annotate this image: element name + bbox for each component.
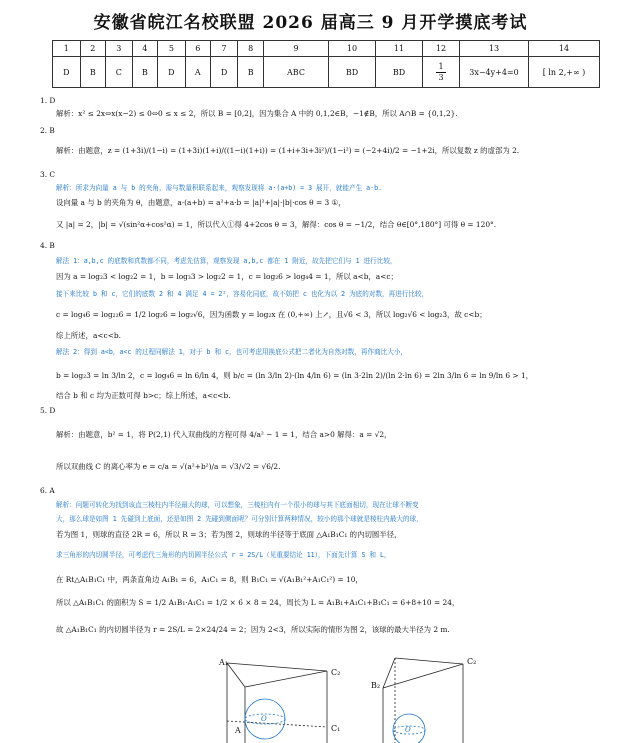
fraction-denominator: 3 [438,72,444,82]
q6-line-2: 在 Rt△A₁B₁C₁ 中，两条直角边 A₁B₁ = 6，A₁C₁ = 8，则 B₁C₁ = √(A₁B₁²+A₁C₁²) = 10， [56,575,363,584]
q6-hint-2: 大，那么球是如图 1 先碰到上底面，还是如图 2 先碰到侧面呢？可分别计算两种情况，较小的那个球就是棱柱内最大的球， [56,515,423,523]
answer-cell: ABC [264,57,329,88]
label-o: O [261,715,267,723]
prism-edge [227,663,327,671]
answer-table-answer-row [53,57,600,88]
q6-line-4: 故 △A₁B₁C₁ 的内切圆半径为 r = 2S/L = 2×24/24 = 2；因为 2<3，所以实际的情形为图 2，该球的最大半径为 2 m. [56,625,450,634]
q4-method-1: 解法 1：a,b,c 的底数和真数都不同，考虑先估算，观察发现 a,b,c 都在 1 附近，故先把它们与 1 进行比较， [56,257,397,265]
q4-line-2: c = log₄6 = log₂₂6 = 1/2 log₂6 = log₂√6，因为函数 y = log₂x 在 (0,+∞) 上↗，且√6 < 3，所以 log₂√6 < log₂3，故 c<b； [56,310,487,319]
answer-cell: B [238,57,264,88]
label-c2: C₂ [331,668,341,677]
label-c2: C₂ [467,657,477,666]
answer-cell: D [210,57,238,88]
answer-table [52,40,600,88]
q5-line-2: 所以双曲线 C 的离心率为 e = c/a = √(a²+b²)/a = √3/√2 = √6/2. [56,462,281,471]
answer-cell: D [53,57,81,88]
q3-head: 3. C [40,170,56,179]
question-number: 12 [423,41,460,57]
label-a1: A₁ [219,658,228,667]
q4-line-1: 因为 a = log₂3 < log₂2 = 1，b = log₃3 > log₂2 = 1，c = log₂6 > log₄4 = 1，所以 a<b，a<c； [56,272,398,281]
answer-cell: BD [376,57,423,88]
label-c1: C₁ [331,724,341,733]
fraction [436,62,445,83]
prism-edge [227,721,327,727]
answer-cell: D [158,57,186,88]
q4-method-2: 解法 2：得到 a<b，a<c 的过程同解法 1，对于 b 和 c，也可考虑用换底公式把二者化为自然对数，再作商比大小， [56,348,408,356]
q5-line-1: 解析：由题意，b² = 1，将 P(2,1) 代入双曲线的方程可得 4/a² − 1 = 1，结合 a>0 解得：a = √2， [56,430,392,439]
q4-head: 4. B [40,241,55,250]
q6-head: 6. A [40,486,55,495]
answer-cell-fraction [423,57,460,88]
page-title: 安徽省皖江名校联盟 2026 届高三 9 月开学摸底考试 [93,13,528,33]
q3-line-1: 设向量 a 与 b 的夹角为 θ，由题意，a·(a+b) = a²+a·b = |a|²+|a|·|b|·cos θ = 3 ①， [56,198,346,207]
answer-cell: [ ln 2,+∞ ) [529,57,600,88]
answer-cell: BD [329,57,376,88]
question-number: 13 [460,41,529,57]
q3-line-2: 又 |a| = 2，|b| = √(sin²α+cos²α) = 1，所以代入①得 4+2cos θ = 3，解得：cos θ = −1/2，结合 θ∈[0°,180°] 可得 θ = 120°. [56,220,497,229]
label-a: A [235,726,241,735]
answer-cell: A [185,57,210,88]
question-number: 7 [210,41,238,57]
question-number: 1 [53,41,81,57]
q4-line-3: 综上所述，a<c<b. [56,331,121,340]
question-number: 11 [376,41,423,57]
question-number: 9 [264,41,329,57]
question-number: 2 [80,41,106,57]
answer-cell: 3x−4y+4=0 [460,57,529,88]
answer-cell: B [132,57,158,88]
prism-edge [395,658,463,664]
answer-cell: B [80,57,106,88]
question-number: 14 [529,41,600,57]
label-o: O [405,726,411,734]
prism-edge [227,663,245,687]
q6-line-3: 所以 △A₁B₁C₁ 的面积为 S = 1/2 A₁B₁·A₁C₁ = 1/2 × 6 × 8 = 24，周长为 L = A₁B₁+A₁C₁+B₁C₁ = 6+8+10 = 24， [56,598,460,607]
q3-hint: 解析：所求为向量 a 与 b 的夹角，需与数量积联系起来，观察发现将 a·(a+b) = 3 展开，就能产生 a·b. [56,184,383,192]
fraction-numerator: 1 [438,61,444,71]
q4-line-5: 结合 b 和 c 均为正数可得 b>c；综上所述，a<c<b. [56,391,231,400]
prism-edge [245,671,327,687]
q6-hint-3: 求三角形的内切圆半径，可考虑代三角形的内切圆半径公式 r = 2S/L（见重要结论 11），下面先计算 S 和 L， [56,551,391,559]
question-number: 3 [106,41,132,57]
question-number: 5 [158,41,186,57]
figure-1 [205,655,365,743]
q1-text: 解析：x² ≤ 2x⇔x(x−2) ≤ 0⇔0 ≤ x ≤ 2，所以 B = [0,2]，因为集合 A 中的 0,1,2∈B，−1∉B，所以 A∩B = {0,1,2}. [56,109,458,118]
label-b2: B₂ [371,681,381,690]
q6-hint-1: 解析：问题可转化为找到该直三棱柱内半径最大的球，可以想象，三棱柱内有一个很小的球与其下底面相切，现在让球不断变 [56,501,419,509]
answer-cell: C [106,57,132,88]
q4-hint-2: 接下来比较 b 和 c，它们的底数 2 和 4 满足 4 = 2²，容易化同底，故不妨把 c 也化为以 2 为底的对数，再进行比较， [56,290,429,298]
q5-head: 5. D [40,406,56,415]
question-number: 8 [238,41,264,57]
question-number: 10 [329,41,376,57]
answer-table-number-row [53,41,600,57]
q1-head: 1. D [40,96,56,105]
q2-text: 解析：由题意，z = (1+3i)/(1−i) = (1+3i)(1+i)/((1−i)(1+i)) = (1+i+3i+3i²)/(1−i²) = (−2+4i)/2 = −1+2i，所以复数 z 的虚部为 2. [56,146,520,155]
prism-edge [383,658,395,688]
q2-head: 2. B [40,126,55,135]
question-number: 6 [185,41,210,57]
q6-line-1: 若为图 1，则球的直径 2R = 6，所以 R = 3；若为图 2，则球的半径等于底面 △A₁B₁C₁ 的内切圆半径， [56,530,402,539]
q4-line-4: b = log₂3 = ln 3/ln 2，c = log₄6 = ln 6/ln 4，则 b/c = (ln 3/ln 2)·(ln 4/ln 6) = (ln 3·2ln 2)/(ln 2·ln 6) = 2ln 3/ln 6 = ln 9/ln 6 > 1， [56,371,534,380]
figure-2 [365,650,485,743]
question-number: 4 [132,41,158,57]
